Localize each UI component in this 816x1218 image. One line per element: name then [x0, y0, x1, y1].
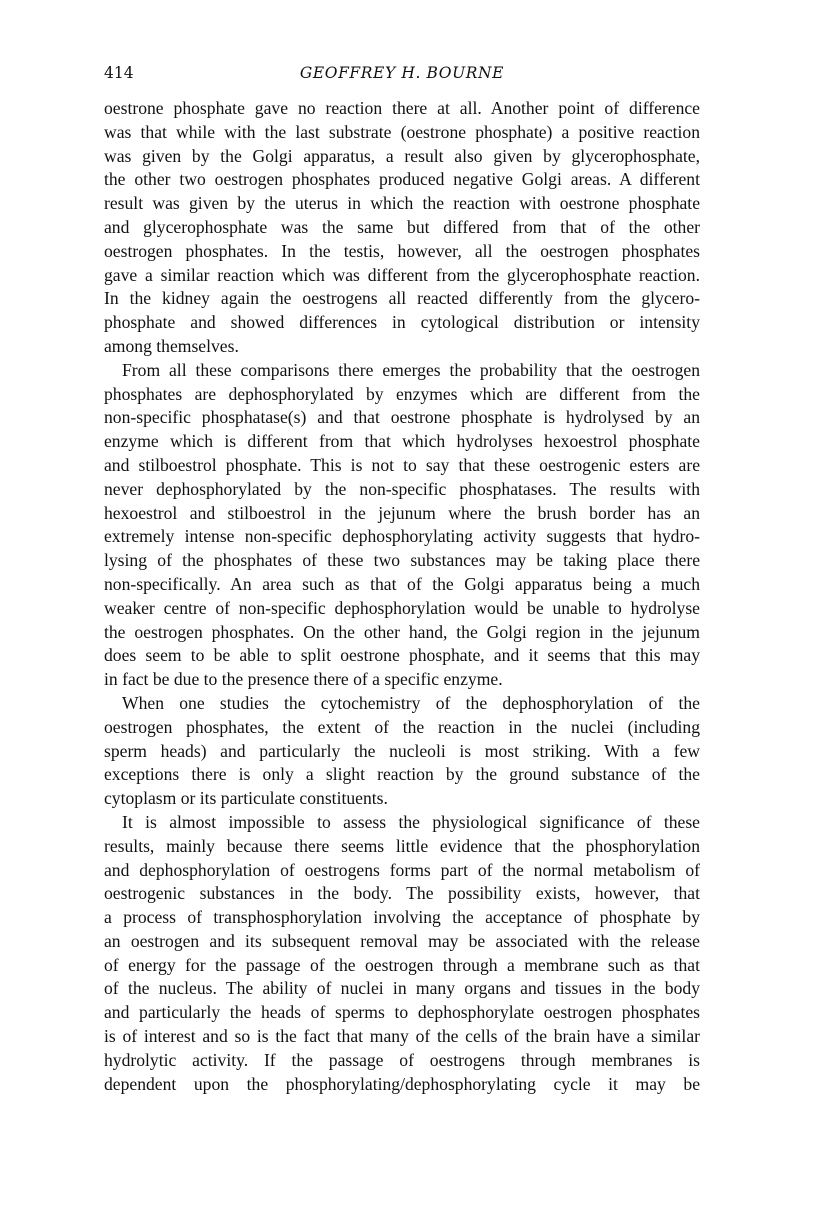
- text-line: the oestrogen phosphates. On the other hand, the Golgi region in the jejunum: [104, 621, 700, 642]
- text-line: is of interest and so is the fact that many of the cells of the brain have a similar: [104, 1026, 700, 1047]
- text-line: non-specific phosphatase(s) and that oestrone phosphate is hydrolysed by an: [104, 407, 700, 428]
- text-line: oestrone phosphate gave no reaction there at all. Another point of difference: [104, 98, 700, 118]
- text-line: In the kidney again the oestrogens all reacted differently from the glycero-: [104, 288, 700, 309]
- text-line: extremely intense non-specific dephosphorylating activity suggests that hydro-: [104, 526, 700, 547]
- text-line: does seem to be able to split oestrone phosphate, and it seems that this may: [104, 645, 700, 666]
- paragraph: [104, 692, 700, 811]
- text-line: result was given by the uterus in which the reaction with oestrone phosphate: [104, 193, 700, 214]
- text-line: of energy for the passage of the oestrogen through a membrane such as that: [104, 954, 700, 975]
- text-line: and glycerophosphate was the same but differed from that of the other: [104, 216, 700, 237]
- paragraph: [104, 811, 700, 1097]
- running-head-author: GEOFFREY H. BOURNE: [299, 64, 505, 82]
- text-line: the other two oestrogen phosphates produced negative Golgi areas. A different: [104, 169, 700, 190]
- text-line: an oestrogen and its subsequent removal may be associated with the release: [104, 930, 700, 951]
- body-text: [104, 97, 700, 1096]
- text-line: enzyme which is different from that which hydrolyses hexoestrol phosphate: [104, 431, 700, 452]
- text-line: was that while with the last substrate (oestrone phosphate) a positive reaction: [104, 121, 700, 142]
- text-line: oestrogen phosphates. In the testis, however, all the oestrogen phosphates: [104, 240, 700, 261]
- text-line: lysing of the phosphates of these two substances may be taking place there: [104, 550, 700, 571]
- text-line: results, mainly because there seems little evidence that the phosphorylation: [104, 835, 700, 856]
- text-line: dependent upon the phosphorylating/dephosphorylating cycle it may be: [104, 1073, 700, 1094]
- paragraph: [104, 97, 700, 359]
- text-line: and particularly the heads of sperms to dephosphorylate oestrogen phosphates: [104, 1002, 700, 1023]
- text-line: non-specifically. An area such as that of the Golgi apparatus being a much: [104, 573, 700, 594]
- text-line: in fact be due to the presence there of a specific enzyme.: [104, 669, 503, 690]
- text-line: oestrogen phosphates, the extent of the reaction in the nuclei (including: [104, 716, 700, 737]
- text-line: never dephosphorylated by the non-specific phosphatases. The results with: [104, 478, 700, 499]
- text-line: weaker centre of non-specific dephosphorylation would be unable to hydrolyse: [104, 597, 700, 618]
- text-line: sperm heads) and particularly the nucleoli is most striking. With a few: [104, 740, 700, 761]
- text-line: and dephosphorylation of oestrogens forms part of the normal metabolism of: [104, 859, 700, 880]
- text-line: and stilboestrol phosphate. This is not to say that these oestrogenic esters are: [104, 454, 700, 475]
- page-header: [104, 64, 700, 94]
- text-line: It is almost impossible to assess the physiological significance of these: [122, 811, 700, 832]
- text-line: was given by the Golgi apparatus, a result also given by glycerophosphate,: [104, 145, 700, 166]
- text-line: hydrolytic activity. If the passage of oestrogens through membranes is: [104, 1049, 700, 1070]
- text-line: gave a similar reaction which was different from the glycerophosphate reaction.: [104, 264, 700, 285]
- paragraph: [104, 359, 700, 692]
- text-line: oestrogenic substances in the body. The possibility exists, however, that: [104, 883, 700, 904]
- document-page: [104, 64, 700, 1096]
- text-line: When one studies the cytochemistry of the dephosphorylation of the: [122, 692, 700, 713]
- text-line: among themselves.: [104, 335, 239, 356]
- text-line: of the nucleus. The ability of nuclei in many organs and tissues in the body: [104, 978, 700, 999]
- text-line: a process of transphosphorylation involving the acceptance of phosphate by: [104, 907, 700, 928]
- page-number: 414: [104, 64, 134, 82]
- text-line: cytoplasm or its particulate constituents.: [104, 788, 388, 809]
- text-line: phosphate and showed differences in cytological distribution or intensity: [104, 312, 700, 333]
- text-line: hexoestrol and stilboestrol in the jejunum where the brush border has an: [104, 502, 700, 523]
- text-line: From all these comparisons there emerges the probability that the oestrogen: [122, 359, 700, 380]
- text-line: exceptions there is only a slight reaction by the ground substance of the: [104, 764, 700, 785]
- text-line: phosphates are dephosphorylated by enzymes which are different from the: [104, 383, 700, 404]
